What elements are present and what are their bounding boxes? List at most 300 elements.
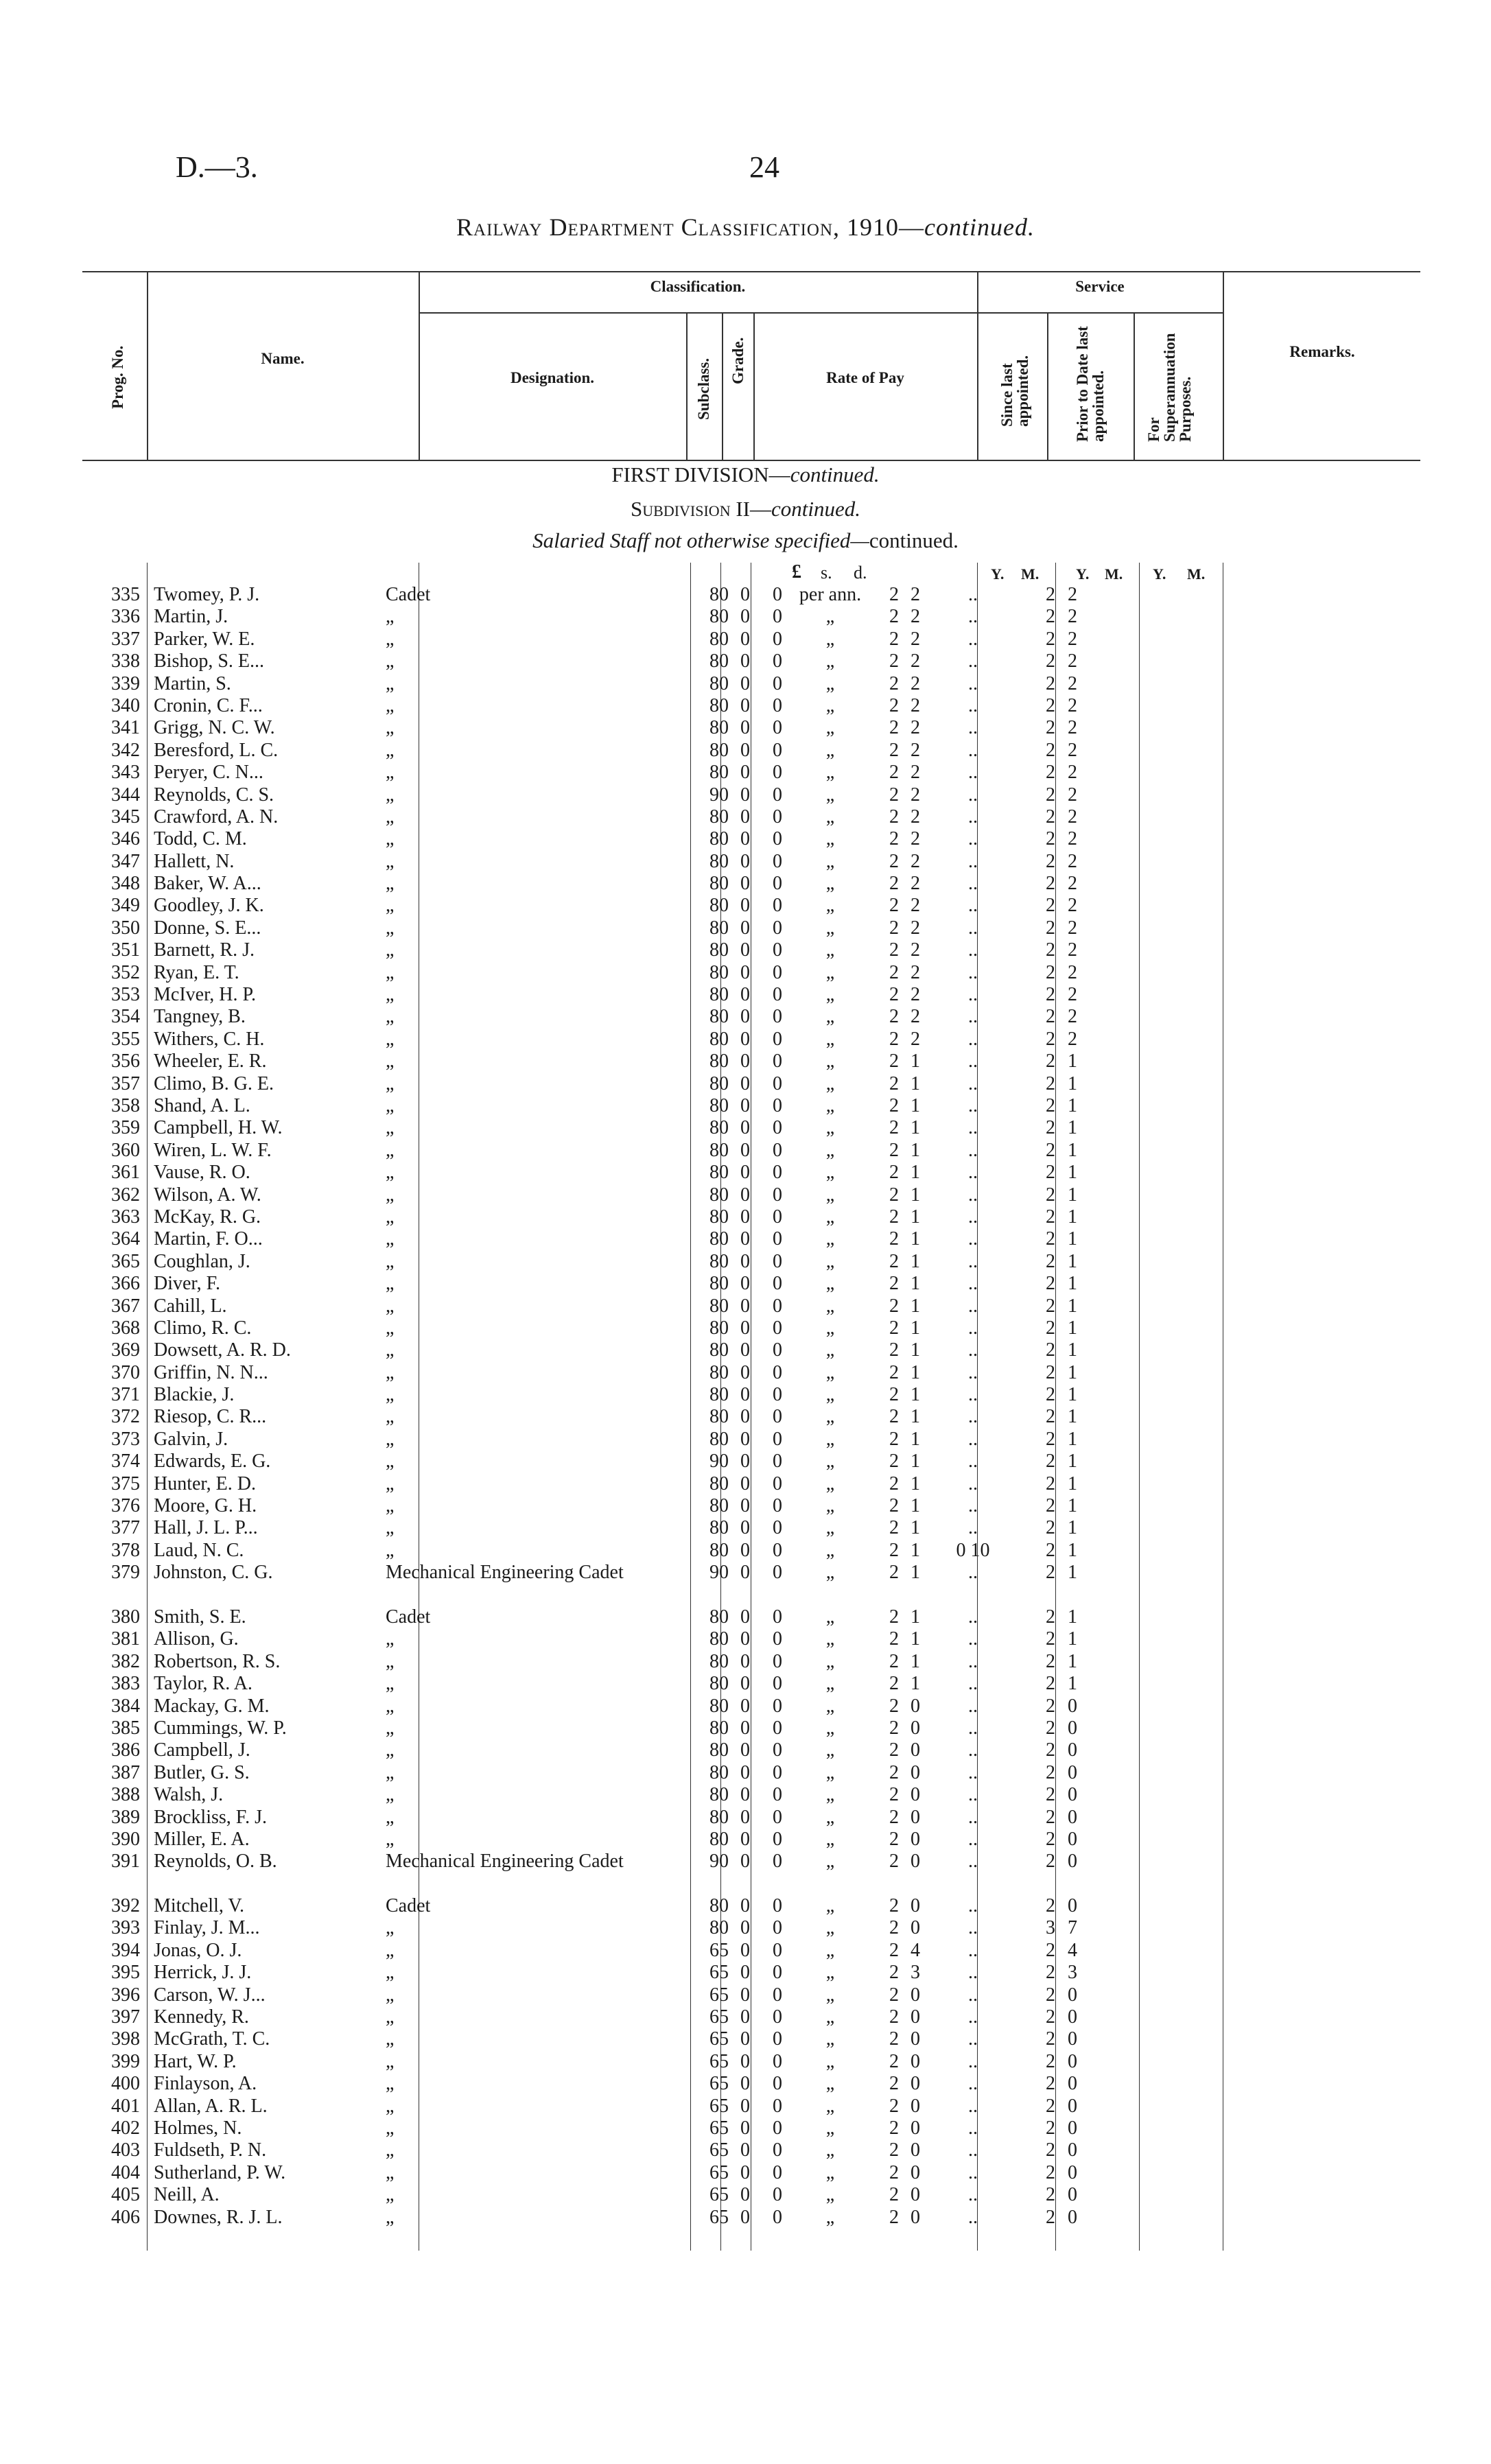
prog-no-cell: 392 [111, 1895, 140, 1917]
super-years-cell: 2 [1046, 1428, 1055, 1450]
table-row [82, 1917, 1090, 1939]
super-years-cell: 2 [1046, 762, 1055, 784]
since-years-cell: 2 [889, 1984, 899, 2006]
table-row [82, 806, 1090, 828]
pay-pounds-cell: 80 [709, 1028, 729, 1050]
since-years-cell: 2 [889, 1117, 899, 1139]
pay-pounds-cell: 65 [709, 1984, 729, 2006]
table-row [82, 1429, 1090, 1451]
pay-pence-cell: 0 [773, 1451, 782, 1472]
subclass-cell [653, 1339, 681, 1361]
grade-cell [681, 851, 708, 873]
header-subclass: Subclass. [695, 357, 712, 420]
pay-pence-cell: 0 [773, 1828, 782, 1850]
table-row [82, 1117, 1090, 1139]
since-months-cell: 2 [911, 895, 920, 917]
since-months-cell: 2 [911, 939, 920, 961]
grade-cell [681, 1962, 708, 1984]
pay-pence-cell: 0 [773, 1028, 782, 1050]
name-cell: Fuldseth, P. N. [154, 2139, 267, 2161]
grade-cell [681, 1273, 708, 1295]
grade-cell [681, 1073, 708, 1095]
subdivision-heading-label: Subdivision II— [631, 497, 771, 521]
pay-pounds-cell: 80 [709, 1206, 729, 1228]
header-prior-to-date [1075, 312, 1106, 442]
pay-pence-cell: 0 [773, 1361, 782, 1383]
prog-no-cell: 376 [111, 1495, 140, 1517]
name-cell: Shand, A. L. [154, 1094, 250, 1116]
since-years-cell: 2 [889, 984, 899, 1006]
grade-cell [681, 673, 708, 695]
pay-pounds-cell: 65 [709, 2206, 729, 2228]
prior-service-cell: .. [968, 1895, 978, 1917]
grade-cell [681, 1495, 708, 1517]
pay-period-cell: „ [825, 2206, 835, 2228]
pay-pounds-cell: 80 [709, 1006, 729, 1028]
name-cell: Johnston, C. G. [154, 1562, 273, 1584]
designation-cell: „ [386, 650, 395, 672]
super-months-cell: 2 [1068, 895, 1077, 917]
super-years-cell: 2 [1046, 1162, 1055, 1184]
grade-cell [681, 1517, 708, 1539]
since-years-cell: 2 [889, 1094, 899, 1116]
name-cell: Parker, W. E. [154, 628, 255, 650]
grade-cell [681, 1895, 708, 1917]
since-years-cell: 2 [889, 1606, 899, 1628]
grade-cell [681, 1184, 708, 1206]
prog-no-cell: 385 [111, 1717, 140, 1739]
super-years-cell: 2 [1046, 1339, 1055, 1361]
pay-shillings-cell: 0 [740, 672, 750, 694]
subclass-cell [653, 1829, 681, 1851]
designation-cell: „ [386, 1628, 395, 1650]
title-year: 1910— [847, 213, 925, 241]
super-months-cell: 2 [1068, 784, 1077, 806]
table-row [82, 629, 1090, 650]
pay-shillings-cell: 0 [740, 1273, 750, 1295]
subclass-cell [653, 1717, 681, 1739]
pay-shillings-cell: 0 [740, 1939, 750, 1961]
since-years-cell: 2 [889, 828, 899, 850]
since-years-cell: 2 [889, 895, 899, 917]
pay-shillings-cell: 0 [740, 1006, 750, 1028]
name-cell: Laud, N. C. [154, 1539, 244, 1561]
col-divider-service [977, 271, 978, 460]
since-months-cell: 1 [911, 1406, 920, 1428]
pay-shillings-cell: 0 [740, 2095, 750, 2117]
name-cell: Donne, S. E... [154, 917, 261, 939]
super-years-cell: 2 [1046, 1250, 1055, 1272]
grade-cell [681, 740, 708, 762]
pay-period-cell: „ [825, 1517, 835, 1539]
designation-cell: „ [386, 628, 395, 650]
prog-no-cell: 348 [111, 873, 140, 895]
super-years-cell: 2 [1046, 1184, 1055, 1206]
pay-pence-cell: 0 [773, 1139, 782, 1161]
since-months-cell: 2 [911, 584, 920, 605]
pay-pence-cell: 0 [773, 1406, 782, 1428]
super-years-cell: 2 [1046, 1495, 1055, 1517]
super-years-cell: 2 [1046, 1761, 1055, 1783]
prog-no-cell: 374 [111, 1451, 140, 1472]
subclass-cell [653, 1696, 681, 1717]
pay-pence-cell: 0 [773, 762, 782, 784]
since-years-cell: 2 [889, 1539, 899, 1561]
designation-cell: „ [386, 2028, 395, 2050]
prior-service-cell: .. [968, 1117, 978, 1139]
prior-service-cell: .. [968, 2006, 978, 2028]
subclass-cell [653, 1206, 681, 1228]
name-cell: Mackay, G. M. [154, 1695, 270, 1717]
subclass-cell [653, 784, 681, 806]
since-years-cell: 2 [889, 1962, 899, 1984]
pay-period-cell: „ [825, 1162, 835, 1184]
pay-period-cell: „ [825, 2117, 835, 2139]
subclass-cell [653, 1851, 681, 1895]
super-years-cell: 2 [1046, 1517, 1055, 1539]
prior-service-cell: .. [968, 1162, 978, 1184]
pay-pence-cell: 0 [773, 1539, 782, 1561]
since-months-cell: 0 [911, 1851, 920, 1873]
super-years-cell: 2 [1046, 1851, 1055, 1873]
prog-no-cell: 347 [111, 850, 140, 872]
prior-service-cell: .. [968, 1695, 978, 1717]
subclass-cell [653, 1184, 681, 1206]
pay-shillings-cell: 0 [740, 1851, 750, 1873]
grade-cell [681, 962, 708, 984]
header-prior-to-date-text: Prior to Date last appointed. [1074, 326, 1107, 442]
since-months-cell: 0 [911, 2073, 920, 2095]
prior-service-cell: .. [968, 2117, 978, 2139]
prior-service-cell: .. [968, 2050, 978, 2072]
pay-pounds-cell: 65 [709, 2073, 729, 2095]
pay-shillings-cell: 0 [740, 1962, 750, 1984]
subclass-cell [653, 851, 681, 873]
table-row [82, 1295, 1090, 1317]
subclass-cell [653, 584, 681, 606]
prog-no-cell: 375 [111, 1472, 140, 1494]
pay-pounds-cell: 80 [709, 1628, 729, 1650]
super-years-cell: 2 [1046, 1361, 1055, 1383]
table-row [82, 895, 1090, 917]
prog-no-cell: 343 [111, 762, 140, 784]
pay-pence-cell: 0 [773, 1273, 782, 1295]
since-months-cell: 0 [911, 2139, 920, 2161]
pay-shillings-cell: 0 [740, 762, 750, 784]
pay-pounds-cell: 80 [709, 1051, 729, 1072]
pay-period-cell: „ [825, 1206, 835, 1228]
since-years-cell: 2 [889, 784, 899, 806]
name-cell: Downes, R. J. L. [154, 2206, 283, 2228]
designation-cell: „ [386, 1228, 395, 1250]
prior-service-cell: .. [968, 1384, 978, 1406]
pay-pence-cell: 0 [773, 2117, 782, 2139]
table-row [82, 740, 1090, 762]
super-years-cell: 2 [1046, 2139, 1055, 2161]
prior-service-cell: .. [968, 1250, 978, 1272]
pay-pence-cell: 0 [773, 1606, 782, 1628]
grade-cell [681, 717, 708, 739]
pay-period-cell: „ [825, 1650, 835, 1672]
super-years-cell: 2 [1046, 873, 1055, 895]
pay-pence-cell: 0 [773, 2184, 782, 2206]
pay-shillings-cell: 0 [740, 1472, 750, 1494]
since-months-cell: 0 [911, 2095, 920, 2117]
since-months-cell: 1 [911, 1228, 920, 1250]
name-cell: Reynolds, C. S. [154, 784, 274, 806]
designation-cell: Cadet [386, 1895, 431, 1917]
designation-cell: „ [386, 1806, 395, 1828]
grade-cell [681, 1162, 708, 1184]
pay-pounds-cell: 80 [709, 961, 729, 983]
since-months-cell: 1 [911, 1428, 920, 1450]
pay-period-cell: „ [825, 1761, 835, 1783]
since-years-cell: 2 [889, 1939, 899, 1961]
prior-service-cell: .. [968, 873, 978, 895]
since-years-cell: 2 [889, 1628, 899, 1650]
prior-service-cell: .. [968, 1606, 978, 1628]
prior-service-cell: .. [968, 1717, 978, 1739]
super-years-cell: 2 [1046, 2050, 1055, 2072]
subdivision-heading [0, 497, 1491, 521]
pay-shillings-cell: 0 [740, 850, 750, 872]
name-cell: Moore, G. H. [154, 1495, 257, 1517]
grade-cell [681, 1429, 708, 1451]
grade-cell [681, 784, 708, 806]
subclass-cell [653, 1473, 681, 1495]
table-row [82, 650, 1090, 672]
super-years-cell: 2 [1046, 939, 1055, 961]
prog-no-cell: 373 [111, 1428, 140, 1450]
pay-pounds-cell: 80 [709, 739, 729, 761]
grade-cell [681, 2096, 708, 2117]
subclass-cell [653, 1029, 681, 1051]
table-row [82, 1184, 1090, 1206]
subclass-cell [653, 1362, 681, 1384]
pay-pence-cell: 0 [773, 606, 782, 628]
grade-cell [681, 2073, 708, 2095]
name-cell: Cahill, L. [154, 1295, 227, 1317]
prog-no-cell: 389 [111, 1806, 140, 1828]
prior-service-cell: .. [968, 1917, 978, 1939]
pay-pounds-cell: 80 [709, 1917, 729, 1939]
prog-no-cell: 380 [111, 1606, 140, 1628]
grade-cell [681, 2028, 708, 2050]
pay-pence-cell: 0 [773, 1962, 782, 1984]
pay-pence-cell: 0 [773, 2095, 782, 2117]
pay-pence-cell: 0 [773, 2028, 782, 2050]
prog-no-cell: 396 [111, 1984, 140, 2006]
pay-shillings-cell: 0 [740, 1162, 750, 1184]
designation-cell: „ [386, 1784, 395, 1806]
grade-cell [681, 1295, 708, 1317]
subdivision-heading-cont: continued. [771, 497, 860, 521]
designation-cell: „ [386, 1406, 395, 1428]
super-years-cell: 2 [1046, 1206, 1055, 1228]
since-months-cell: 2 [911, 762, 920, 784]
pay-pounds-cell: 80 [709, 672, 729, 694]
super-years-cell: 2 [1046, 717, 1055, 739]
super-years-cell: 3 [1046, 1917, 1055, 1939]
pay-period-cell: „ [825, 1984, 835, 2006]
prog-no-cell: 372 [111, 1406, 140, 1428]
since-months-cell: 2 [911, 873, 920, 895]
pay-period-cell: „ [825, 2006, 835, 2028]
pay-period-cell: „ [825, 650, 835, 672]
name-cell: Crawford, A. N. [154, 806, 279, 828]
prior-service-cell: .. [968, 1784, 978, 1806]
designation-cell: „ [386, 1006, 395, 1028]
super-years-cell: 2 [1046, 2161, 1055, 2183]
super-months-cell: 2 [1068, 694, 1077, 716]
since-years-cell: 2 [889, 2139, 899, 2161]
since-years-cell: 2 [889, 1006, 899, 1028]
pay-pounds-cell: 80 [709, 1117, 729, 1139]
subclass-cell [653, 695, 681, 717]
table-row [82, 1495, 1090, 1517]
pay-period-cell: „ [825, 1939, 835, 1961]
subclass-cell [653, 1540, 681, 1562]
since-months-cell: 1 [911, 1539, 920, 1561]
since-years-cell: 2 [889, 1406, 899, 1428]
designation-cell: „ [386, 1072, 395, 1094]
name-cell: Miller, E. A. [154, 1828, 250, 1850]
prior-service-cell: .. [968, 1939, 978, 1961]
pay-period-cell: „ [825, 1094, 835, 1116]
table-row [82, 762, 1090, 784]
since-years-cell: 2 [889, 2006, 899, 2028]
subclass-cell [653, 1628, 681, 1650]
designation-cell: Mechanical Engineering Cadet [386, 1851, 624, 1873]
table-row [82, 1006, 1090, 1028]
prog-no-cell: 340 [111, 694, 140, 716]
prior-service-cell: .. [968, 828, 978, 850]
col-divider-designation [686, 312, 688, 460]
pay-pence-cell: 0 [773, 1628, 782, 1650]
col-divider-subclass [722, 312, 723, 460]
super-years-cell: 2 [1046, 1717, 1055, 1739]
super-years-cell: 2 [1046, 1806, 1055, 1828]
pay-shillings-cell: 0 [740, 1184, 750, 1206]
table-row [82, 2006, 1090, 2028]
pay-pence-cell: 0 [773, 984, 782, 1006]
pay-shillings-cell: 0 [740, 1051, 750, 1072]
pay-shillings-cell: 0 [740, 939, 750, 961]
table-row [82, 1273, 1090, 1295]
subclass-cell [653, 1228, 681, 1250]
table-row [82, 1206, 1090, 1228]
prior-service-cell: .. [968, 762, 978, 784]
super-years-cell: 2 [1046, 1072, 1055, 1094]
table-row [82, 1362, 1090, 1384]
pay-pounds-cell: 80 [709, 1384, 729, 1406]
since-months-cell: 2 [911, 606, 920, 628]
pay-shillings-cell: 0 [740, 1628, 750, 1650]
pay-period-cell: „ [825, 1739, 835, 1761]
since-months-cell: 0 [911, 2028, 920, 2050]
pay-period-cell: „ [825, 1695, 835, 1717]
title-prefix: Railway Department Classification, [456, 213, 841, 241]
grade-cell [681, 1762, 708, 1784]
designation-cell: „ [386, 961, 395, 983]
super-months-cell: 1 [1068, 1339, 1077, 1361]
designation-cell: „ [386, 1673, 395, 1695]
pay-pounds-cell: 90 [709, 784, 729, 806]
grade-cell [681, 2117, 708, 2139]
pay-period-cell: „ [825, 806, 835, 828]
pay-period-cell: „ [825, 1406, 835, 1428]
subclass-cell [653, 2117, 681, 2139]
prior-service-cell: .. [968, 1517, 978, 1539]
subclass-cell [653, 939, 681, 961]
super-years-cell: 2 [1046, 1606, 1055, 1628]
name-cell: Neill, A. [154, 2184, 220, 2206]
subclass-cell [653, 1051, 681, 1072]
pay-pounds-cell: 80 [709, 1517, 729, 1539]
name-cell: Hunter, E. D. [154, 1472, 256, 1494]
super-months-cell: 2 [1068, 762, 1077, 784]
prior-service-cell: 0 10 [956, 1539, 990, 1561]
table-row [82, 673, 1090, 695]
pay-shillings-cell: 0 [740, 1984, 750, 2006]
subclass-cell [653, 1940, 681, 1962]
prior-service-cell: .. [968, 961, 978, 983]
table-row [82, 851, 1090, 873]
pay-pence-cell: 0 [773, 1051, 782, 1072]
pay-pence-cell: 0 [773, 2050, 782, 2072]
name-cell: Vause, R. O. [154, 1162, 250, 1184]
since-months-cell: 2 [911, 694, 920, 716]
since-months-cell: 2 [911, 850, 920, 872]
table-row [82, 695, 1090, 717]
pay-shillings-cell: 0 [740, 1228, 750, 1250]
super-months-cell: 0 [1068, 1806, 1077, 1828]
header-classification: Classification. [650, 278, 746, 295]
prior-service-cell: .. [968, 650, 978, 672]
designation-cell: „ [386, 2161, 395, 2183]
pay-pence-cell: 0 [773, 694, 782, 716]
name-cell: Coughlan, J. [154, 1250, 250, 1272]
super-months-cell: 1 [1068, 1295, 1077, 1317]
subclass-cell [653, 873, 681, 895]
name-cell: Herrick, J. J. [154, 1962, 252, 1984]
pay-pounds-cell: 65 [709, 2184, 729, 2206]
super-years-cell: 2 [1046, 1962, 1055, 1984]
table-row [82, 1162, 1090, 1184]
pay-pence-cell: 0 [773, 1784, 782, 1806]
designation-cell: „ [386, 1361, 395, 1383]
name-cell: Hall, J. L. P... [154, 1517, 258, 1539]
designation-cell: „ [386, 1472, 395, 1494]
name-cell: Hart, W. P. [154, 2050, 237, 2072]
super-months-cell: 3 [1068, 1962, 1077, 1984]
pay-period-cell: „ [825, 1673, 835, 1695]
table-row [82, 2073, 1090, 2095]
pay-period-cell: „ [825, 1384, 835, 1406]
pay-pounds-cell: 80 [709, 717, 729, 739]
pay-pence-cell: 0 [773, 1428, 782, 1450]
super-years-cell: 2 [1046, 2006, 1055, 2028]
super-months-cell: 1 [1068, 1451, 1077, 1472]
since-years-cell: 2 [889, 2050, 899, 2072]
name-cell: Todd, C. M. [154, 828, 247, 850]
pay-pounds-cell: 80 [709, 1273, 729, 1295]
subclass-cell [653, 2073, 681, 2095]
pay-pence-cell: 0 [773, 1517, 782, 1539]
name-cell: Ryan, E. T. [154, 961, 239, 983]
pay-shillings-cell: 0 [740, 1606, 750, 1628]
pay-pounds-cell: 80 [709, 1784, 729, 1806]
